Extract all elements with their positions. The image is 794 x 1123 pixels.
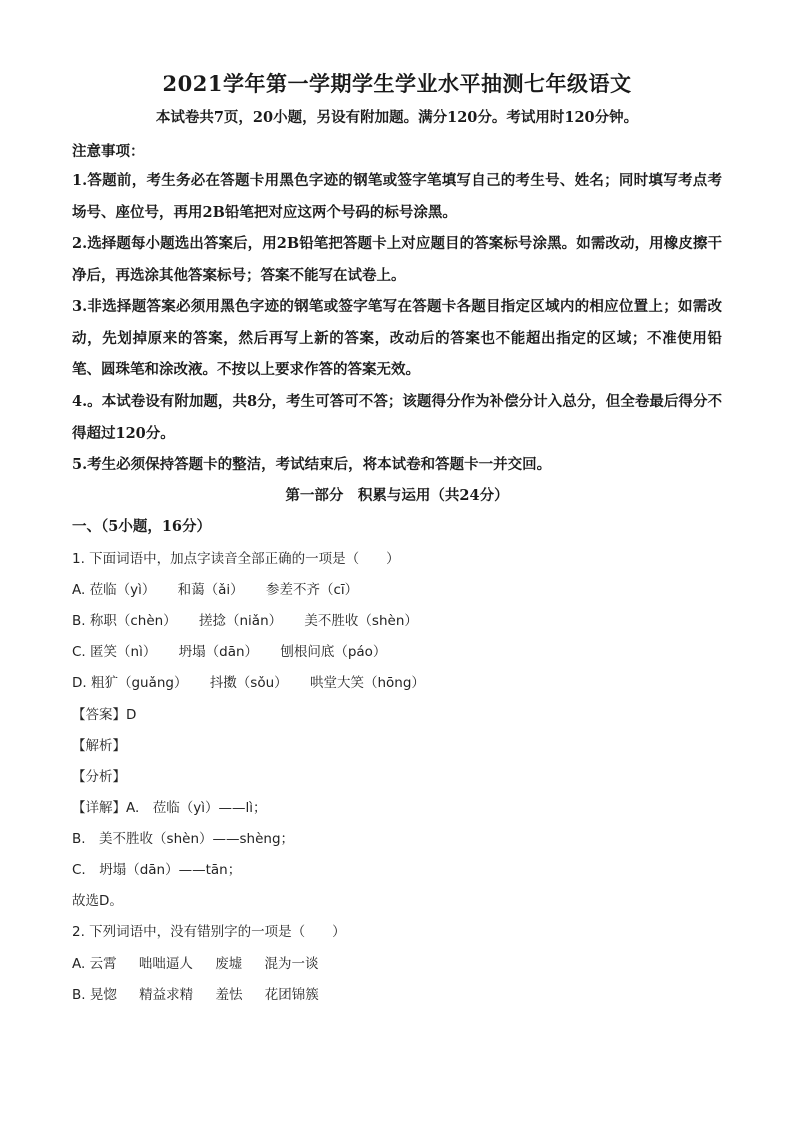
option-word: 和蔼（ǎi） [177,582,244,598]
option-word: 混为一谈 [264,956,319,972]
part-heading: 一、（5小题，16分） [72,518,212,535]
option-word: 参差不齐（cī） [265,582,359,598]
option-row-a [72,952,336,972]
notice-item: 5.考生必须保持答题卡的整洁，考试结束后，将本试卷和答题卡一并交回。 [72,456,552,473]
option-word: D. 粗犷（guǎng） [72,675,188,691]
detail-line [72,796,267,816]
option-word: A. 云霄 [72,956,117,972]
option-word: 哄堂大笑（hōng） [309,675,425,691]
question-stem: 1. 下面词语中，加点字读音全部正确的一项是（ ） [72,551,400,567]
fenxi-tag: 【分析】 [72,769,126,785]
detail-line: C. 坍塌（dān）——tān； [72,862,242,878]
exam-summary: 本试卷共7页，20小题，另设有附加题。满分120分。考试用时120分钟。 [155,109,639,126]
section-heading: 第一部分 积累与运用（共24分） [285,487,509,504]
option-word: 搓捻（niǎn） [198,613,283,629]
option-word: A. 莅临（yì） [72,582,156,598]
notes-heading: 注意事项： [72,143,145,160]
answer-value: D [126,707,137,723]
option-word: 羞怯 [215,987,243,1003]
answer-line [72,703,136,723]
option-row-c [72,640,404,660]
question-stem: 2. 下列词语中，没有错别字的一项是（ ） [72,924,346,940]
detail-tag: 【详解】 [72,800,126,816]
option-word: 花团锦簇 [264,987,319,1003]
analysis-tag: 【解析】 [72,738,126,754]
conclusion-line: 故选D。 [72,893,123,909]
detail-text: A. 莅临（yì）——lì； [126,800,267,816]
notice-item: 3.非选择题答案必须用黑色字迹的钢笔或签字笔写在答题卡各题目指定区域内的相应位置上；如需改动，先划掉原来的答案，然后再写上新的答案，改动后的答案也不能超出指定的区域；不准使用铅笔、圆珠笔和涂改液。不按以上要求作答的答案无效。 [72,298,722,378]
option-word: 刨根问底（páo） [280,644,387,660]
option-row-a [72,578,376,598]
option-word: 美不胜收（shèn） [304,613,418,629]
option-word: 抖擞（sǒu） [209,675,288,691]
notice-item: 1.答题前，考生务必在答题卡用黑色字迹的钢笔或签字笔填写自己的考生号、姓名；同时填写考点考场号、座位号，再用2B铅笔把对应这两个号码的标号涂黑。 [72,172,722,221]
notice-item: 4.。本试卷设有附加题，共8分，考生可答可不答；该题得分作为补偿分计入总分，但全卷最后得分不得超过120分。 [72,393,722,442]
option-word: B. 晃惚 [72,987,117,1003]
page-title: 2021学年第一学期学生学业水平抽测七年级语文 [162,71,632,96]
notice-item: 2.选择题每小题选出答案后，用2B铅笔把答题卡上对应题目的答案标号涂黑。如需改动，用橡皮擦干净后，再选涂其他答案标号；答案不能写在试卷上。 [72,235,722,284]
option-word: 精益求精 [139,987,194,1003]
detail-line: B. 美不胜收（shèn）——shèng； [72,831,295,847]
option-row-d [72,671,443,691]
option-row-b [72,983,337,1003]
option-word: 废墟 [215,956,243,972]
option-word: C. 匿笑（nì） [72,644,157,660]
option-word: 咄咄逼人 [138,956,193,972]
answer-tag: 【答案】 [72,707,126,723]
option-word: B. 称职（chèn） [72,613,177,629]
option-word: 坍塌（dān） [178,644,259,660]
option-row-b [72,609,436,629]
